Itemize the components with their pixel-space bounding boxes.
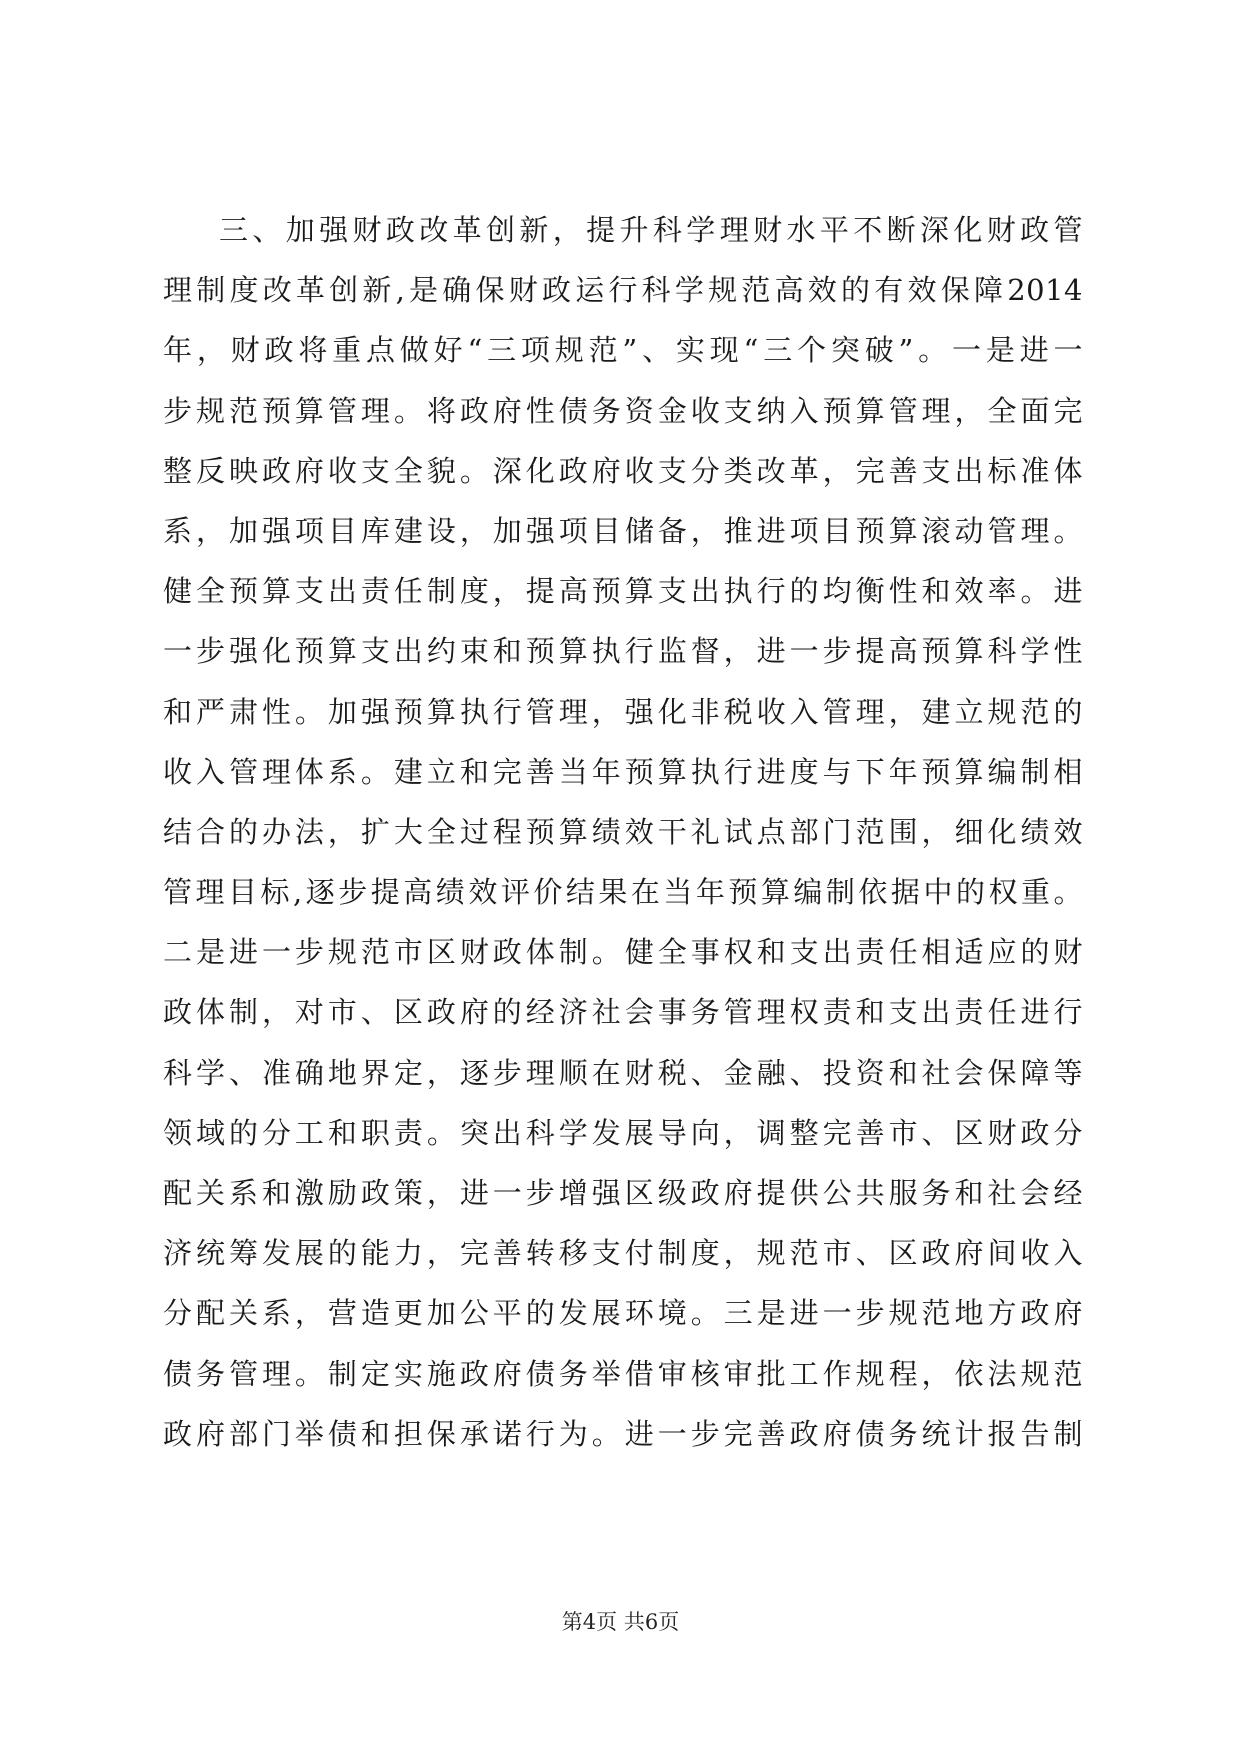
text-line: 收入管理体系。建立和完善当年预算执行进度与下年预算编制相	[163, 754, 1083, 789]
text-line: 和严肃性。加强预算执行管理，强化非税收入管理，建立规范的	[163, 694, 1083, 729]
body-text	[163, 200, 1083, 1464]
text-line: 结合的办法，扩大全过程预算绩效干礼试点部门范围，细化绩效	[163, 814, 1083, 849]
text-line: 政体制，对市、区政府的经济社会事务管理权责和支出责任进行	[163, 995, 1083, 1030]
text-line: 济统筹发展的能力，完善转移支付制度，规范市、区政府间收入	[163, 1236, 1083, 1271]
text-line: 健全预算支出责任制度，提高预算支出执行的均衡性和效率。进	[163, 574, 1083, 609]
text-line: 科学、准确地界定，逐步理顺在财税、金融、投资和社会保障等	[163, 1055, 1083, 1090]
text-line: 三、加强财政改革创新，提升科学理财水平不断深化财政管	[219, 213, 1083, 247]
text-line: 配关系和激励政策，进一步增强区级政府提供公共服务和社会经	[163, 1176, 1083, 1210]
text-line: 政府部门举债和担保承诺行为。进一步完善政府债务统计报告制	[163, 1416, 1083, 1451]
text-line: 理制度改革创新,是确保财政运行科学规范高效的有效保障2014	[163, 273, 1083, 308]
text-line: 债务管理。制定实施政府债务举借审核审批工作规程，依法规范	[163, 1356, 1083, 1391]
text-line: 一步强化预算支出约束和预算执行监督，进一步提高预算科学性	[163, 634, 1083, 669]
text-line: 领域的分工和职责。突出科学发展导向，调整完善市、区财政分	[163, 1115, 1083, 1150]
text-line: 整反映政府收支全貌。深化政府收支分类改革，完善支出标准体	[163, 453, 1083, 488]
text-line: 年，财政将重点做好“三项规范”、实现“三个突破”。一是进一	[163, 333, 1083, 368]
text-line: 分配关系，营造更加公平的发展环境。三是进一步规范地方政府	[163, 1296, 1083, 1331]
text-line: 步规范预算管理。将政府性债务资金收支纳入预算管理，全面完	[163, 393, 1083, 428]
text-line: 二是进一步规范市区财政体制。健全事权和支出责任相适应的财	[163, 935, 1083, 970]
text-line: 管理目标,逐步提高绩效评价结果在当年预算编制依据中的权重。	[163, 875, 1083, 910]
page-number-footer: 第4页 共6页	[561, 1610, 680, 1634]
text-line: 系，加强项目库建设，加强项目储备，推进项目预算滚动管理。	[163, 513, 1083, 548]
